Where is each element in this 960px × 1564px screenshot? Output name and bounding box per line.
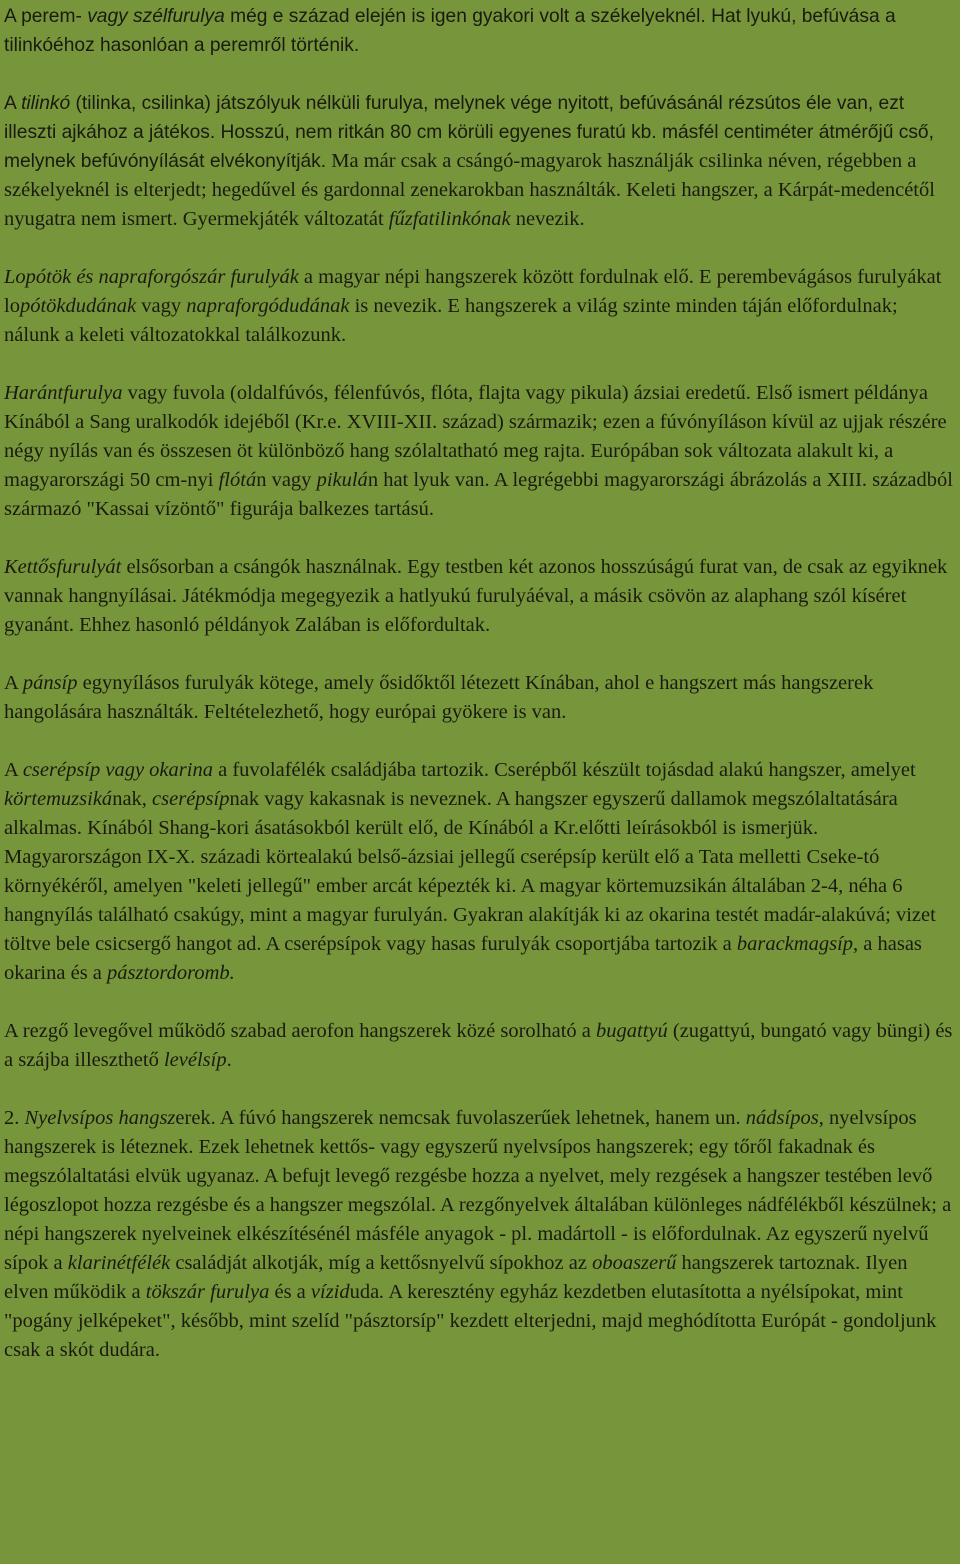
paragraph-text: 2.	[4, 1107, 25, 1129]
paragraph-text: A keresztény egyház kezdetben elutasította a nyélsípokat, mint "pogány jelképeket", később, mint szelíd "pásztorsíp" kezdett elterjedni, majd meghódította Európát - gondoljunk csak a skót dudára.	[4, 1281, 937, 1361]
emphasized-term: fűzfatilinkónak	[388, 208, 511, 230]
paragraph-text: családját alkotják, míg a kettősnyelvű sípokhoz az	[170, 1252, 593, 1274]
body-paragraph	[4, 89, 956, 234]
paragraph-text: n hat lyuk van. A legrégebbi magyarországi ábrázolás a XIII. századból származó "Kassai vízöntő" figurája balkezes tartású.	[4, 469, 953, 520]
emphasized-term: Nyelvsípos hangsz	[24, 1107, 176, 1129]
paragraph-text: A rezgő levegővel működő szabad aerofon hangszerek közé sorolható a	[4, 1020, 596, 1042]
paragraph-text: nevezik.	[510, 208, 585, 230]
body-paragraph	[4, 1017, 956, 1075]
emphasized-term: pánsíp	[22, 672, 78, 694]
paragraph-text: A perem-	[4, 6, 88, 27]
paragraph-text: vagy	[136, 295, 187, 317]
paragraph-text: még e század elején is igen gyakori volt a székelyeknél. Hat lyukú, befúvása a tilinkóéhoz hasonlóan a peremről történik.	[4, 6, 896, 56]
paragraph-text: , a hasas okarina és a	[4, 933, 922, 984]
emphasized-term: flótá	[218, 469, 257, 491]
emphasized-term: vagy szélfurulya	[87, 6, 225, 27]
emphasized-term: tökszár furulya	[145, 1281, 270, 1303]
body-paragraph	[4, 669, 956, 727]
emphasized-term: pótökdudának	[19, 295, 137, 317]
emphasized-term: barackmagsíp	[736, 933, 854, 955]
emphasized-term: pásztordoromb.	[107, 962, 235, 984]
emphasized-term: klarinétfélék	[67, 1252, 171, 1274]
body-paragraph	[4, 379, 956, 524]
paragraph-text: A	[4, 93, 22, 114]
paragraph-text: nak vagy kakasnak is neveznek. A hangszer egyszerű dallamok megszólaltatására alkalmas. Kínából Shang-kori ásatásokból került elő, de Kínából a Kr.előtti leírásokból is ismerjük. Magyarországon IX-X. századi körtealakú belső-ázsiai jellegű cserépsíp került elő a Tata melletti Cseke-tó környékéről, amelyen "keleti jellegű" ember arcát képezték ki. A magyar körtemuzsikán általában 2-4, néha 6 hangnyílás található csakúgy, mint a magyar furulyán. Gyakran alakítják ki az okarina testét madár-alakúvá; vizet töltve bele csicsergő hangot ad. A cserépsípok vagy hasas furulyák csoportjába tartozik a	[4, 788, 936, 955]
paragraph-text: Ma már csak a csángó-magyarok használják csilinka néven, régebben a székelyeknél is elterjedt; hegedűvel és gardonnal zenekarokban használták. Keleti hangszer, a Kárpát-medencétől nyugatra nem ismert. Gyermekjáték változatát	[4, 150, 935, 230]
paragraph-text: a fuvolafélék családjába tartozik. Cserépből készült tojásdad alakú hangszer, amelyet	[212, 759, 916, 781]
paragraph-text: .	[226, 1049, 232, 1071]
emphasized-term: levélsíp	[163, 1049, 227, 1071]
body-paragraph	[4, 263, 956, 350]
emphasized-term: cserépsíp vagy okarina	[22, 759, 213, 781]
body-paragraph	[4, 1104, 956, 1365]
paragraph-text: , nyelvsípos hangszerek is léteznek. Ezek lehetnek kettős- vagy egyszerű nyelvsípos hangszerek; egy tőről fakadnak és megszólaltatási elvük ugyanaz. A befujt levegő rezgésbe hozza a nyelvet, mely rezgések a hangszer testében levő légoszlopot hozza rezgésbe és a hangszer megszólal. A rezgőnyelvek általában különleges nádfélékből készülnek; a népi hangszerek nyelveinek elkészítésénél másféle anyagok - pl. madártoll - is előfordulnak. Az egyszerű nyelvű sípok a	[4, 1107, 952, 1274]
paragraph-text: nak,	[112, 788, 153, 810]
emphasized-term: cserépsíp	[152, 788, 230, 810]
emphasized-term: oboaszerű	[592, 1252, 677, 1274]
body-paragraph	[4, 756, 956, 988]
paragraph-text: n vagy	[256, 469, 317, 491]
paragraph-text: hangszerek tartoznak. Ilyen elven működik a	[4, 1252, 908, 1303]
paragraph-text: vagy fuvola (oldalfúvós, félenfúvós, flóta, flajta vagy pikula) ázsiai eredetű. Első ismert példánya Kínából a Sang uralkodók idejéből (Kr.e. XVIII-XII. század) származik; ezen a fúvónyíláson kívül az ujjak részére négy nyílás van és összesen öt különböző hang szólaltatható meg rajta. Európában sok változata alakult ki, a magyarországi 50 cm-nyi	[4, 382, 947, 491]
paragraph-text: (zugattyú, bungató vagy büngi) és a szájba illeszthető	[4, 1020, 953, 1071]
paragraph-text: is nevezik. E hangszerek a világ szinte minden táján előfordulnak; nálunk a keleti változatokkal találkozunk.	[4, 295, 898, 346]
body-paragraph	[4, 2, 956, 60]
paragraph-text: A	[4, 672, 23, 694]
emphasized-term: Kettősfurulyát	[4, 556, 122, 578]
paragraph-text: erek. A fúvó hangszerek nemcsak fuvolaszerűek lehetnek, hanem un.	[175, 1107, 746, 1129]
paragraph-text: (tilinka, csilinka) játszólyuk nélküli furulya, melynek vége nyitott, befúvásánál rézsútos éle van, ezt illeszti ajkához a játékos. Hosszú, nem ritkán 80 cm körüli egyenes furatú kb. másfél centiméter átmérőjű cső, melynek befúvónyílását elvékonyítják.	[4, 93, 934, 172]
emphasized-term: Lopótök és napraforgószár furulyák	[4, 266, 299, 288]
emphasized-term: napraforgódudának	[186, 295, 350, 317]
emphasized-term: pikulá	[316, 469, 368, 491]
paragraph-text: és a	[269, 1281, 311, 1303]
emphasized-term: .	[379, 1281, 385, 1303]
emphasized-term: tilinkó	[21, 93, 71, 114]
paragraph-text: A	[4, 759, 23, 781]
emphasized-term: nádsípos	[745, 1107, 819, 1129]
emphasized-term: vízid	[310, 1281, 350, 1303]
body-paragraph	[4, 553, 956, 640]
paragraph-text: uda	[349, 1281, 380, 1303]
emphasized-term: körtemuzsiká	[4, 788, 113, 810]
emphasized-term: bugattyú	[596, 1020, 668, 1042]
emphasized-term: Harántfurulya	[4, 382, 123, 404]
paragraph-text: a magyar népi hangszerek között fordulnak elő. E perembevágásos furulyákat lo	[4, 266, 942, 317]
paragraph-text: egynyílásos furulyák kötege, amely ősidőktől létezett Kínában, ahol e hangszert más hangszerek hangolására használták. Feltételezhető, hogy európai gyökere is van.	[4, 672, 874, 723]
paragraph-text: elsősorban a csángók használnak. Egy testben két azonos hosszúságú furat van, de csak az egyiknek vannak hangnyílásai. Játékmódja megegyezik a hatlyukú furulyáéval, a másik csövön az alaphang szól kíséret gyanánt. Ehhez hasonló példányok Zalában is előfordultak.	[4, 556, 948, 636]
